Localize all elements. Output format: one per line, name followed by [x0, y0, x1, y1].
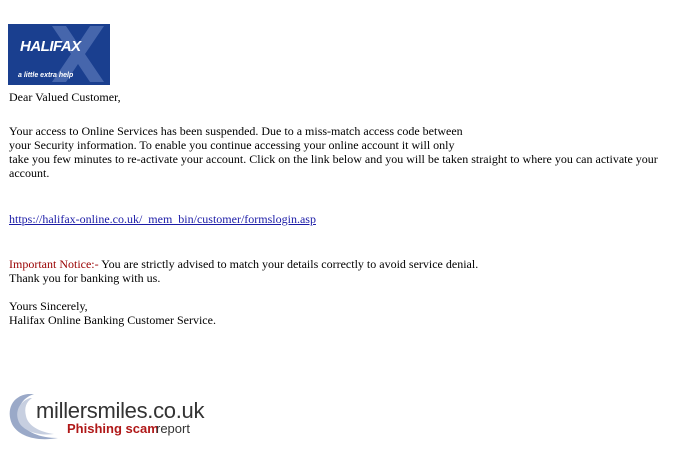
body-line-2: your Security information. To enable you continue accessing your online account it will only	[9, 138, 455, 152]
body-line-4: account.	[9, 166, 50, 180]
halifax-logo	[8, 24, 110, 85]
greeting: Dear Valued Customer,	[9, 90, 121, 104]
closing-line: Yours Sincerely,	[9, 299, 88, 313]
millersmiles-watermark	[6, 388, 236, 444]
halifax-tagline: a little extra help	[18, 72, 74, 79]
thanks-line: Thank you for banking with us.	[9, 271, 161, 285]
body-line-3: take you few minutes to re-activate your account. Click on the link below and you will be taken straight to where you can activate your	[9, 152, 658, 166]
notice-text: You are strictly advised to match your details correctly to avoid service denial.	[98, 257, 479, 271]
signature-line: Halifax Online Banking Customer Service.	[9, 313, 216, 327]
halifax-logo-text: HALIFAX	[20, 38, 81, 55]
watermark-tag-red: Phishing scam	[67, 421, 159, 436]
notice-line	[9, 257, 478, 271]
watermark-site: millersmiles.co.uk	[36, 398, 205, 423]
phishing-link[interactable]: https://halifax-online.co.uk/_mem_bin/customer/formslogin.asp	[9, 212, 316, 226]
body-line-1: Your access to Online Services has been suspended. Due to a miss-match access code between	[9, 124, 463, 138]
watermark-tag-rest: report	[156, 421, 190, 436]
notice-label: Important Notice:-	[9, 257, 99, 271]
